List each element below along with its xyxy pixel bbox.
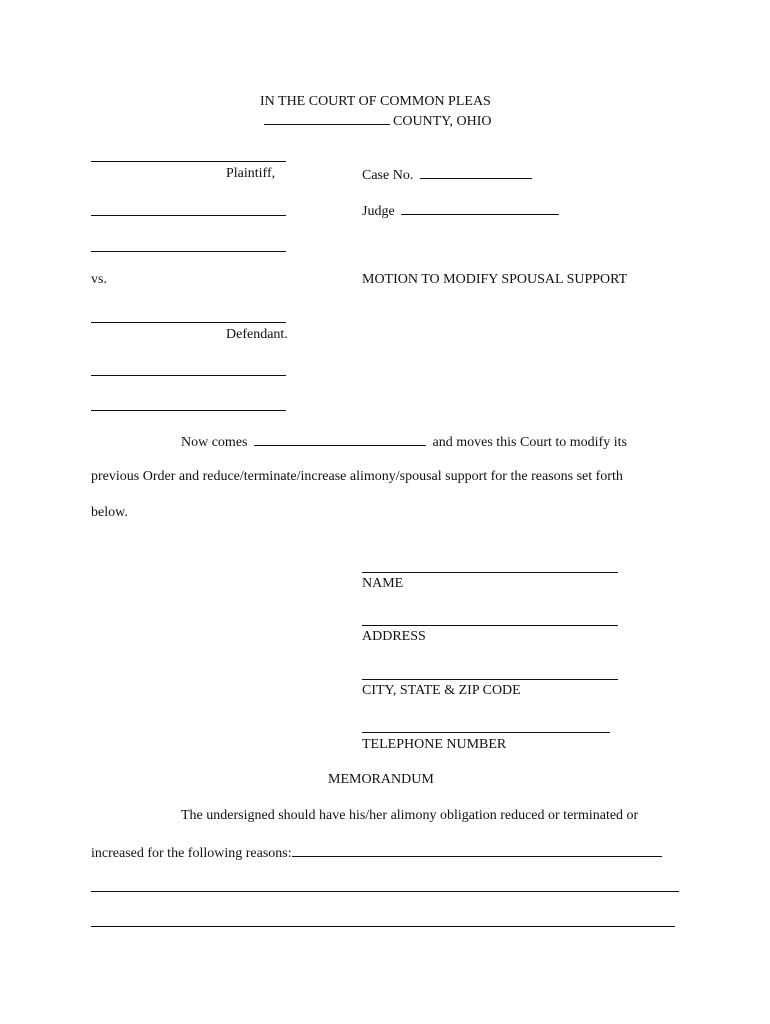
defendant-address-line[interactable] [91, 375, 286, 376]
reasons-blank-1[interactable] [292, 844, 662, 857]
memorandum-line1: The undersigned should have his/her alimony obligation reduced or terminated or [181, 808, 639, 823]
reasons-label: increased for the following reasons: [91, 846, 292, 861]
county-line [264, 112, 492, 130]
name-label: NAME [362, 576, 404, 591]
judge-row [362, 202, 562, 220]
motion-title: MOTION TO MODIFY SPOUSAL SUPPORT [362, 272, 628, 287]
now-comes-label: Now comes [181, 435, 248, 450]
case-no-row [362, 166, 535, 184]
county-blank[interactable] [264, 112, 390, 125]
case-no-blank[interactable] [420, 166, 532, 179]
city-state-zip-line[interactable] [362, 679, 618, 680]
para1-line3: below. [91, 505, 128, 520]
name-line[interactable] [362, 572, 618, 573]
moves-court-text: and moves this Court to modify its [432, 435, 627, 450]
telephone-label: TELEPHONE NUMBER [362, 737, 507, 752]
plaintiff-address-line[interactable] [91, 215, 286, 216]
judge-blank[interactable] [401, 202, 559, 215]
para1-line1 [181, 433, 627, 451]
defendant-city-line[interactable] [91, 410, 286, 411]
court-heading: IN THE COURT OF COMMON PLEAS [260, 94, 491, 109]
vs-label: vs. [91, 272, 107, 287]
address-label: ADDRESS [362, 629, 426, 644]
movant-name-blank[interactable] [254, 433, 426, 446]
city-state-zip-label: CITY, STATE & ZIP CODE [362, 683, 521, 698]
defendant-name-line[interactable] [91, 322, 286, 323]
judge-label: Judge [362, 204, 395, 219]
county-label: COUNTY, OHIO [393, 114, 492, 129]
plaintiff-city-line[interactable] [91, 251, 286, 252]
reasons-line-2[interactable] [91, 891, 679, 892]
memorandum-line2 [91, 844, 665, 862]
memorandum-heading: MEMORANDUM [328, 772, 434, 787]
plaintiff-label: Plaintiff, [226, 166, 276, 181]
case-no-label: Case No. [362, 168, 414, 183]
telephone-line[interactable] [362, 732, 610, 733]
reasons-line-3[interactable] [91, 926, 675, 927]
plaintiff-name-line[interactable] [91, 161, 286, 162]
address-line[interactable] [362, 625, 618, 626]
para1-line2: previous Order and reduce/terminate/increase alimony/spousal support for the reasons set forth [91, 469, 623, 484]
defendant-label: Defendant. [226, 327, 288, 342]
